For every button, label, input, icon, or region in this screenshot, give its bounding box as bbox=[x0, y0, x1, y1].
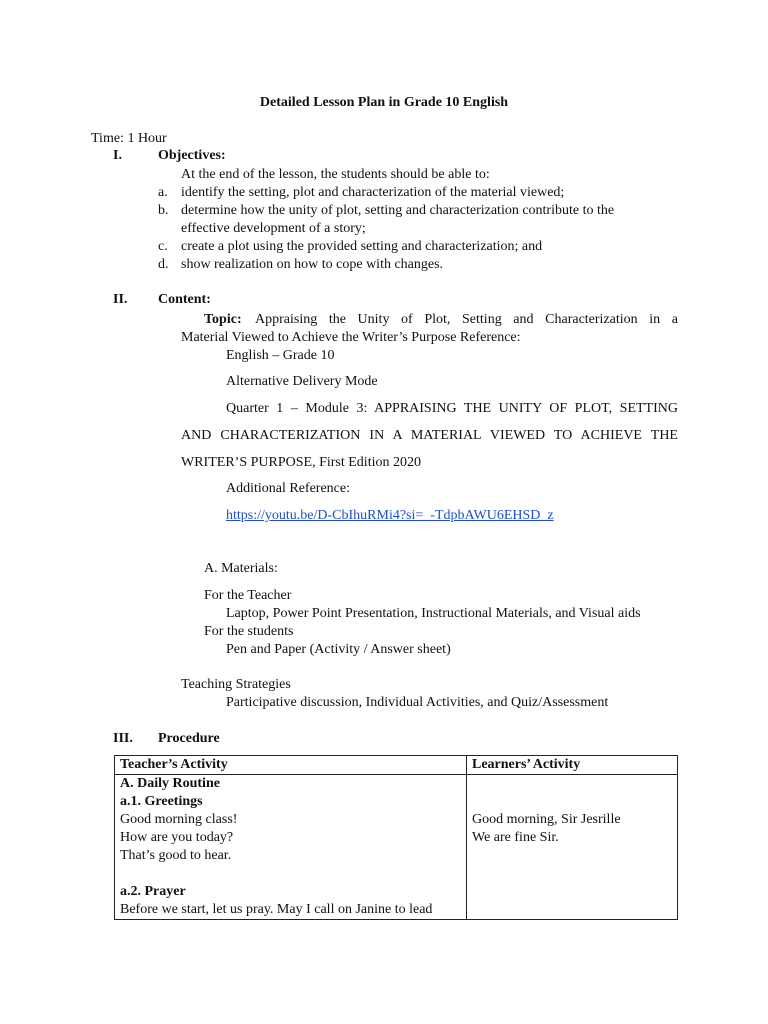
objective-text-continued: effective development of a story; bbox=[181, 221, 366, 236]
objective-letter: b. bbox=[158, 203, 169, 218]
materials-heading: A. Materials: bbox=[204, 561, 278, 576]
teacher-activity-cell bbox=[115, 775, 467, 920]
reference-module-line: WRITER’S PURPOSE, First Edition 2020 bbox=[181, 455, 421, 470]
document-title: Detailed Lesson Plan in Grade 10 English bbox=[259, 95, 509, 110]
teacher-line: Before we start, let us pray. May I call on Janine to lead bbox=[120, 902, 433, 917]
column-header-learners: Learners’ Activity bbox=[467, 756, 678, 775]
additional-reference-link[interactable]: https://youtu.be/D-CbIhuRMi4?si=_-TdpbAWU6EHSD_z bbox=[226, 508, 554, 523]
teacher-line: How are you today? bbox=[120, 830, 234, 845]
teacher-line: Good morning class! bbox=[120, 812, 238, 827]
learners-activity-cell bbox=[467, 775, 678, 920]
learner-line: We are fine Sir. bbox=[472, 830, 559, 845]
teacher-line: That’s good to hear. bbox=[120, 848, 232, 863]
greetings-heading: a.1. Greetings bbox=[120, 794, 203, 809]
topic-label: Topic: bbox=[204, 312, 242, 327]
for-students-items: Pen and Paper (Activity / Answer sheet) bbox=[226, 642, 451, 657]
objective-text: determine how the unity of plot, setting and characterization contribute to the bbox=[181, 203, 615, 218]
prayer-heading: a.2. Prayer bbox=[120, 884, 186, 899]
table-row bbox=[115, 775, 678, 920]
objective-text: show realization on how to cope with changes. bbox=[181, 257, 444, 272]
additional-reference-label: Additional Reference: bbox=[226, 481, 351, 496]
time-line: Time: 1 Hour bbox=[91, 131, 167, 146]
table-header-row bbox=[115, 756, 678, 775]
section-heading-procedure: Procedure bbox=[158, 731, 220, 746]
column-header-teacher: Teacher’s Activity bbox=[115, 756, 467, 775]
for-teacher-items: Laptop, Power Point Presentation, Instructional Materials, and Visual aids bbox=[226, 606, 641, 621]
objective-letter: a. bbox=[158, 185, 168, 200]
learner-line: Good morning, Sir Jesrille bbox=[472, 812, 621, 827]
topic-text: Appraising the Unity of Plot, Setting and Characterization in a bbox=[255, 312, 678, 327]
topic-text-continued: Material Viewed to Achieve the Writer’s Purpose Reference: bbox=[181, 330, 521, 345]
topic-line bbox=[204, 311, 678, 329]
daily-routine-heading: A. Daily Routine bbox=[120, 776, 220, 791]
section-numeral-content: II. bbox=[113, 292, 128, 307]
section-numeral-procedure: III. bbox=[113, 731, 133, 746]
for-teacher-label: For the Teacher bbox=[204, 588, 292, 603]
reference-module-line: AND CHARACTERIZATION IN A MATERIAL VIEWED TO ACHIEVE THE bbox=[181, 428, 678, 443]
procedure-table bbox=[114, 755, 678, 920]
objective-letter: c. bbox=[158, 239, 168, 254]
reference-mode: Alternative Delivery Mode bbox=[226, 374, 378, 389]
objectives-intro: At the end of the lesson, the students should be able to: bbox=[181, 167, 490, 182]
blank-line bbox=[120, 865, 461, 883]
section-heading-content: Content: bbox=[158, 292, 211, 307]
objective-text: identify the setting, plot and characterization of the material viewed; bbox=[181, 185, 565, 200]
reference-book: English – Grade 10 bbox=[226, 348, 335, 363]
section-heading-objectives: Objectives: bbox=[158, 148, 226, 163]
objective-text: create a plot using the provided setting and characterization; and bbox=[181, 239, 543, 254]
teaching-strategies-label: Teaching Strategies bbox=[181, 677, 291, 692]
objective-letter: d. bbox=[158, 257, 169, 272]
for-students-label: For the students bbox=[204, 624, 294, 639]
blank-line bbox=[472, 793, 672, 811]
section-numeral-objectives: I. bbox=[113, 148, 122, 163]
teaching-strategies-items: Participative discussion, Individual Activities, and Quiz/Assessment bbox=[226, 695, 609, 710]
reference-module-line: Quarter 1 – Module 3: APPRAISING THE UNITY OF PLOT, SETTING bbox=[226, 401, 678, 416]
blank-line bbox=[472, 775, 672, 793]
